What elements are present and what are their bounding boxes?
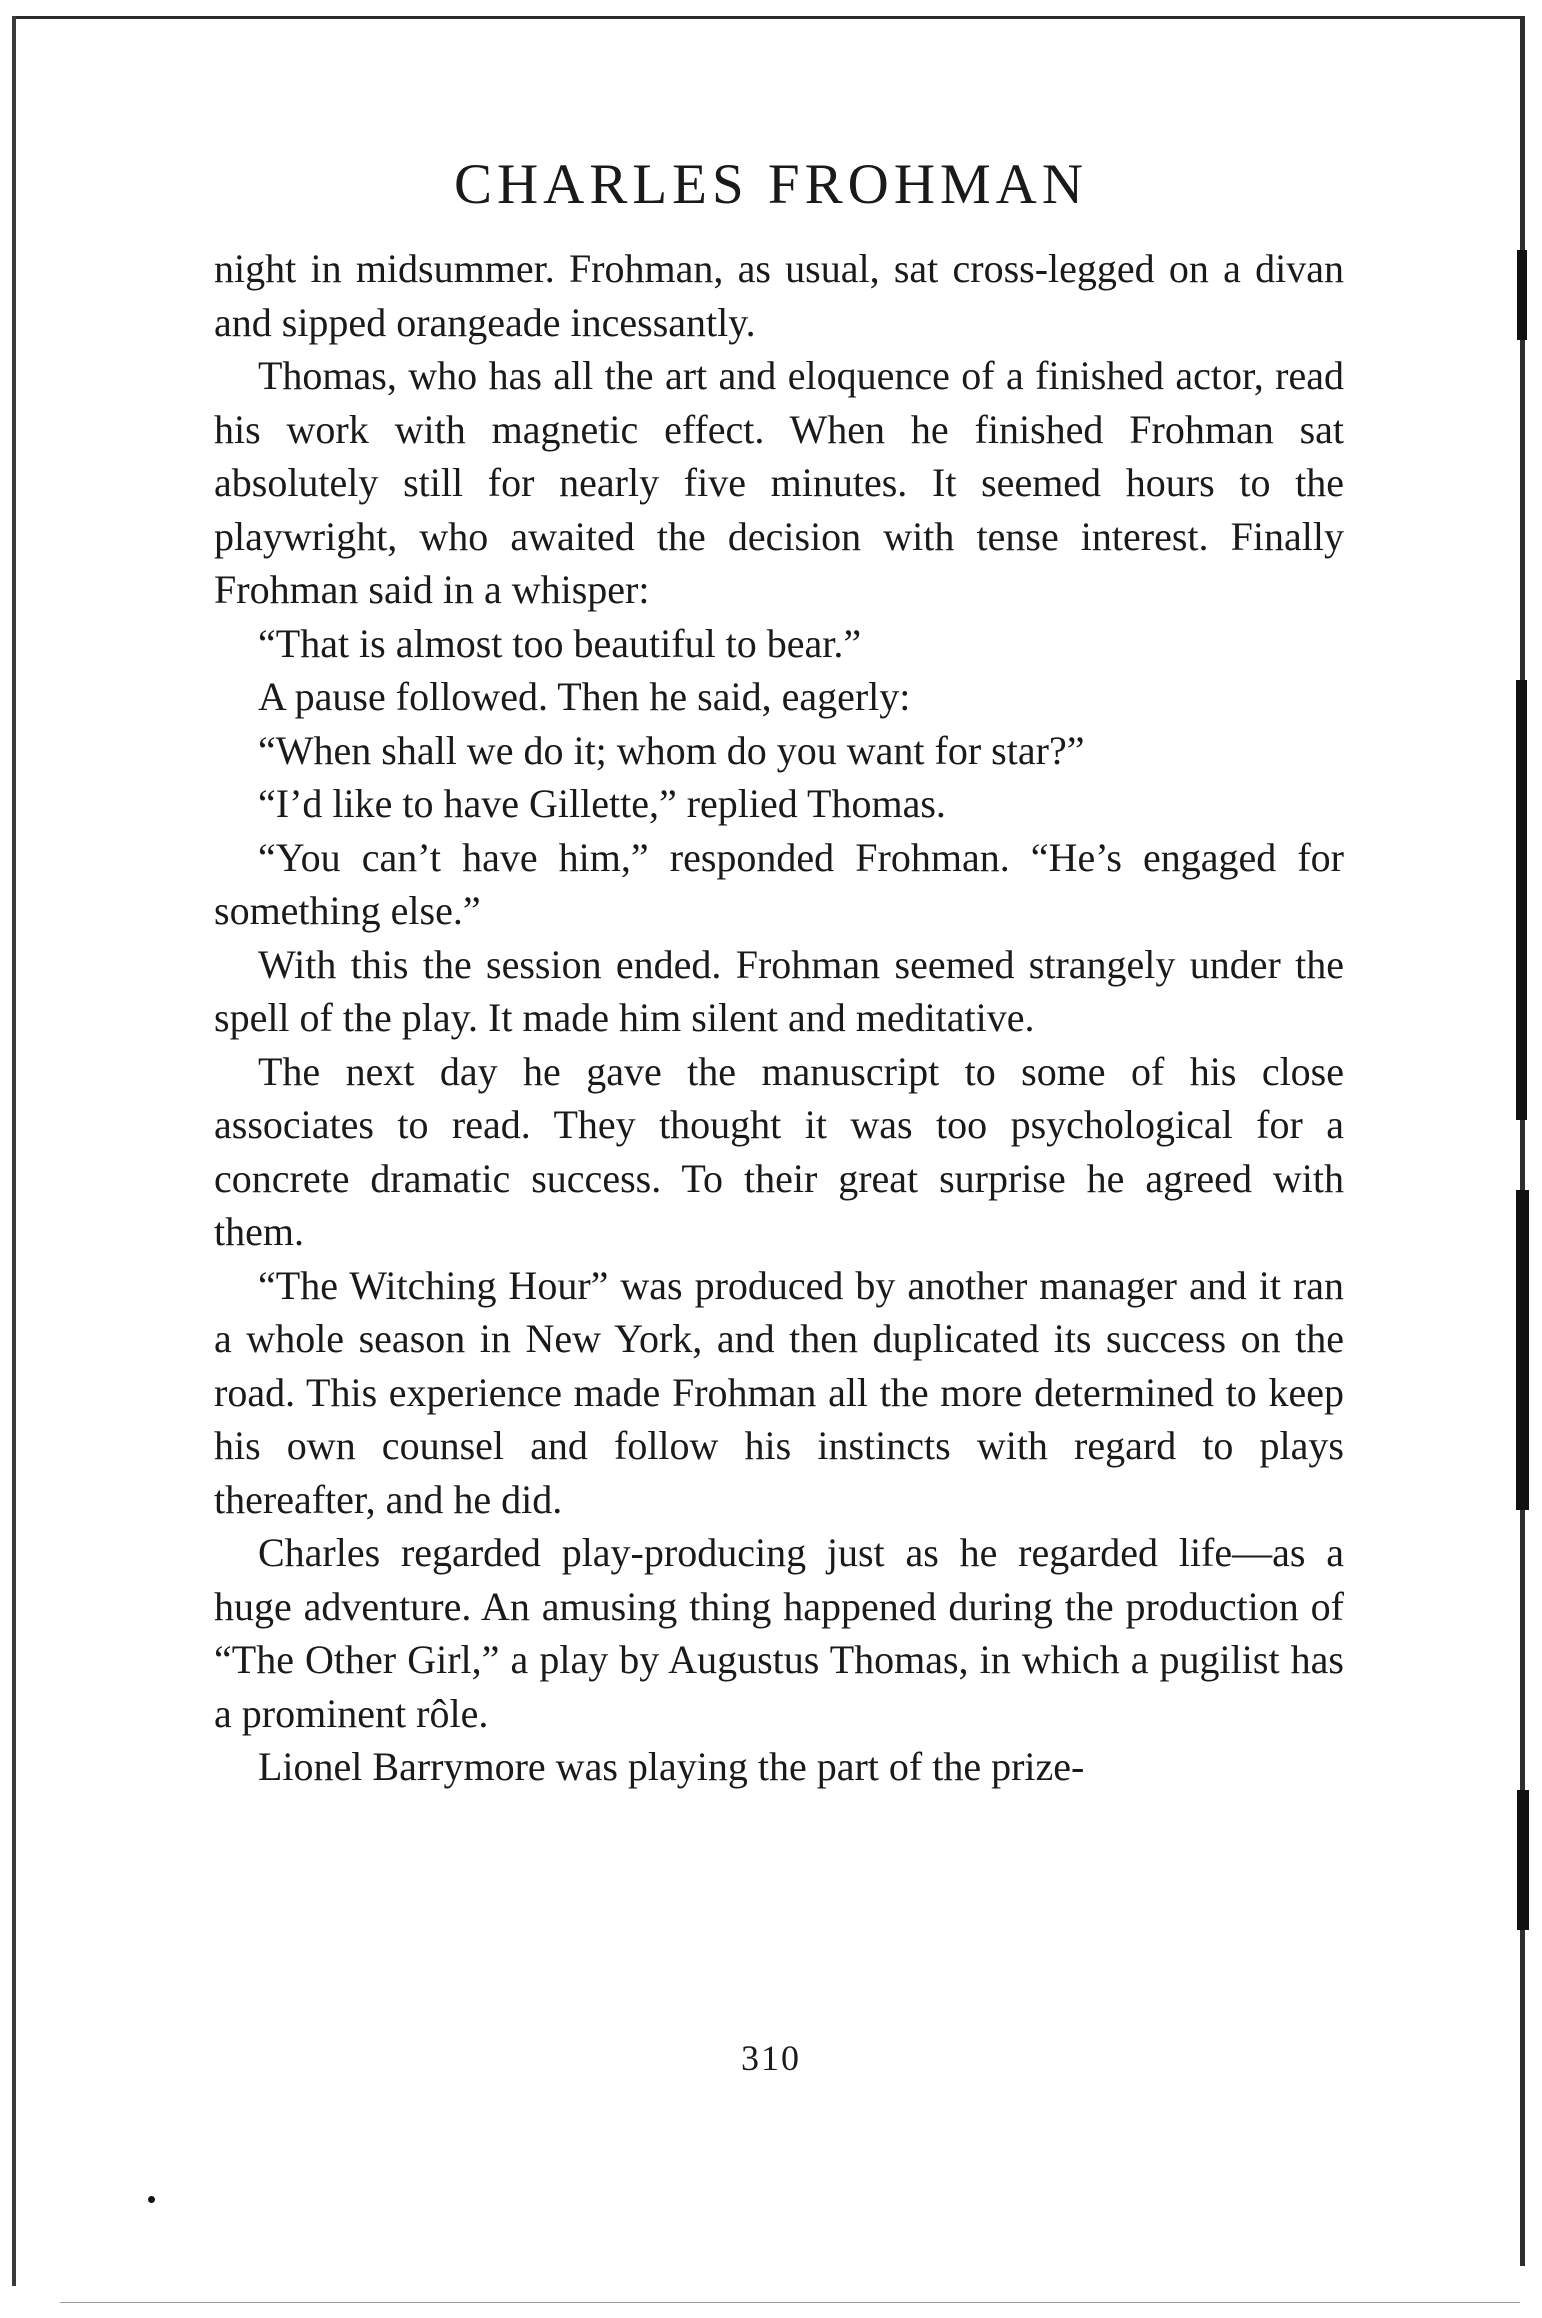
paragraph: “The Witching Hour” was produced by another manager and it ran a whole season in New York, and then duplicated its success on the road. This experience made Frohman all the more determined to keep his own counsel and follow his instincts with regard to plays thereafter, and he did. [214,1262,1344,1522]
page-border-bottom [60,2302,1520,2303]
scan-smudge [1516,1190,1529,1510]
page-border-left [12,16,16,2286]
paragraph: Lionel Barrymore was playing the part of the prize- [258,1744,1085,1789]
paragraph: “I’d like to have Gillette,” replied Thomas. [258,781,946,826]
scan-smudge [1516,680,1527,1120]
scan-smudge [1517,250,1527,340]
paragraph: “When shall we do it; whom do you want for star?” [258,727,1085,773]
paragraph: Charles regarded play-producing just as he regarded life—as a huge adventure. An amusing thing happened during the production of “The Other Girl,” a play by Augustus Thomas, in which a pugilist has a prominent rôle. [214,1530,1344,1736]
running-head: CHARLES FROHMAN [453,153,1088,216]
paragraph: A pause followed. Then he said, eagerly: [258,674,911,719]
paragraph: “That is almost too beautiful to bear.” [258,620,862,666]
paragraph: “You can’t have him,” responded Frohman. “He’s engaged for something else.” [214,834,1344,933]
page-border-top [14,16,1524,19]
body-text [214,242,1344,1794]
paragraph: night in midsummer. Frohman, as usual, sat cross-legged on a divan and sipped orangeade incessantly. [214,246,1344,345]
paragraph: Thomas, who has all the art and eloquence of a finished actor, read his work with magnetic effect. When he finished Frohman sat absolutely still for nearly five minutes. It seemed hours to the playwright, who awaited the decision with tense interest. Finally Frohman said in a whisper: [214,353,1344,612]
scan-dot [148,2196,155,2203]
paragraph: With this the session ended. Frohman seemed strangely under the spell of the play. It made him silent and meditative. [214,941,1344,1040]
paragraph: The next day he gave the manuscript to some of his close associates to read. They thought it was too psychological for a concrete dramatic success. To their great surprise he agreed with them. [214,1048,1344,1254]
scan-smudge [1517,1790,1529,1930]
page-number: 310 [741,2038,801,2078]
